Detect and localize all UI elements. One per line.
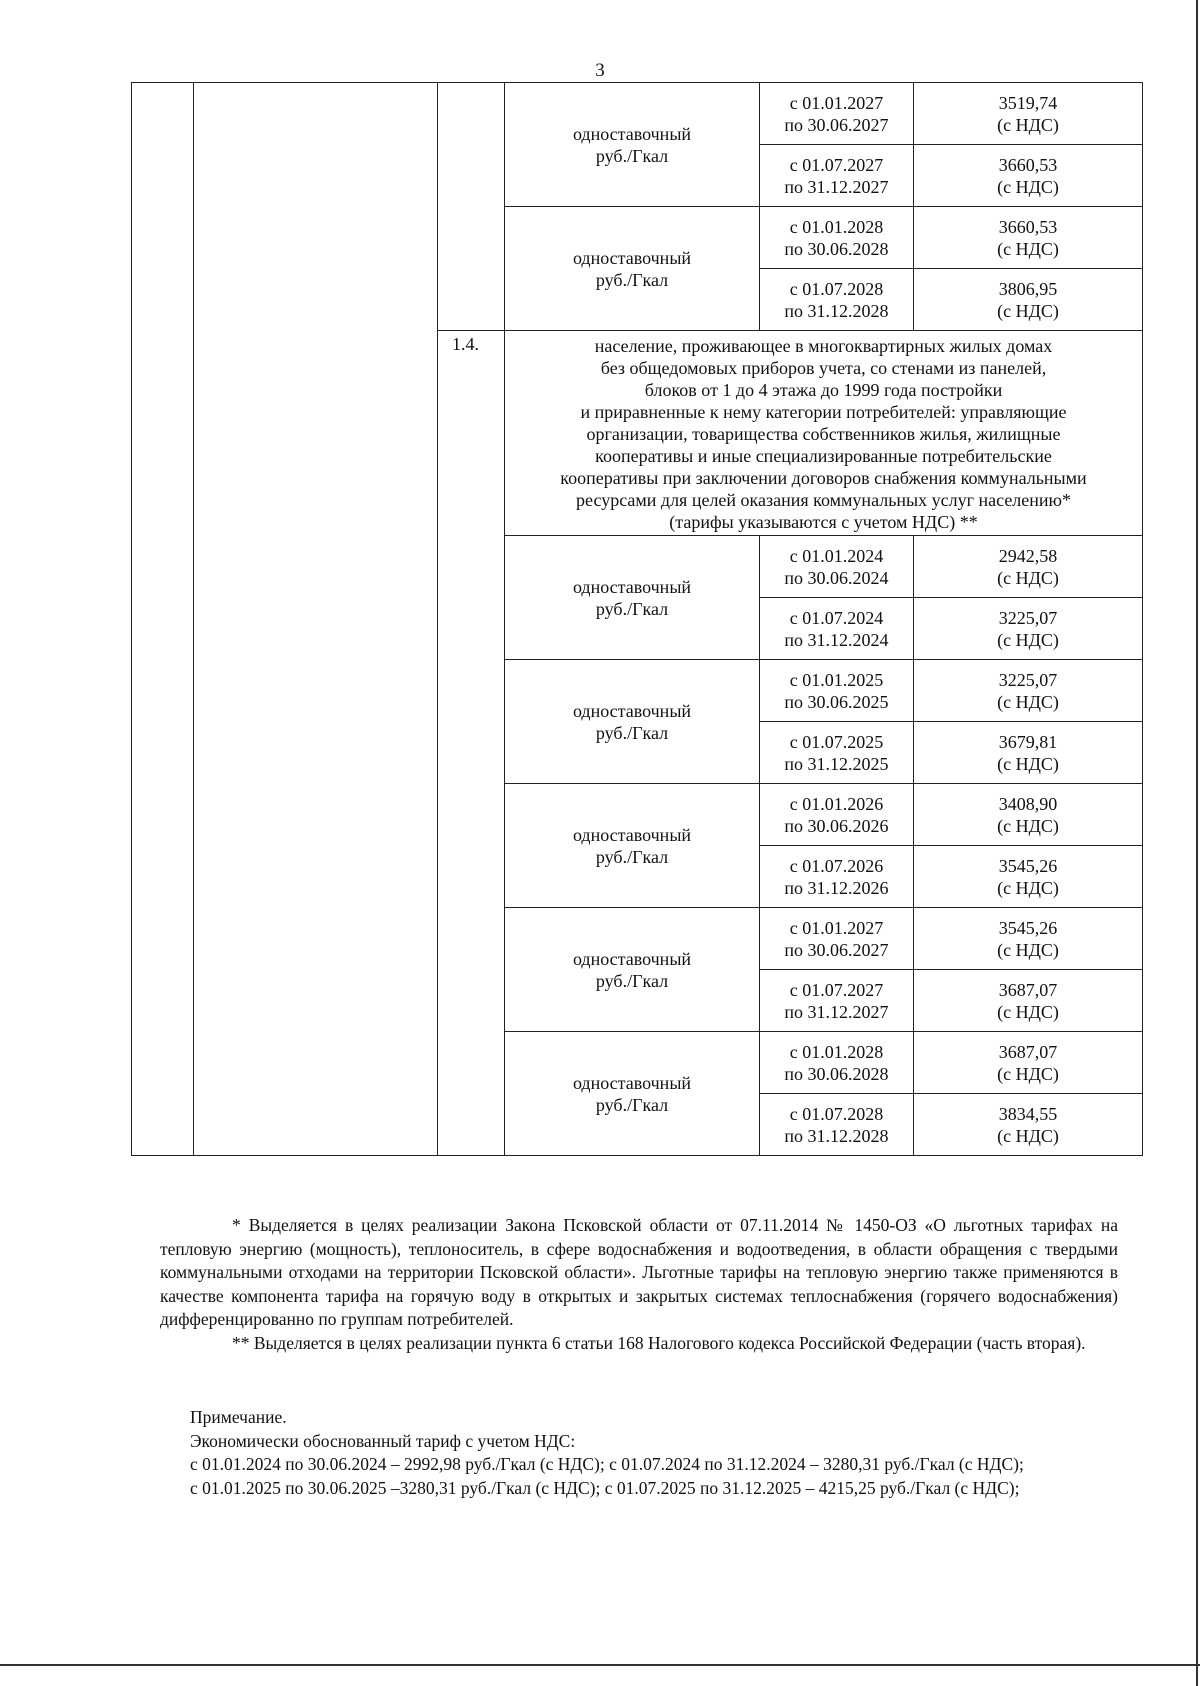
tariff-value-cell [914,846,1143,908]
description-line: блоков от 1 до 4 этажа до 1999 года постройки [644,380,1003,400]
tariff-type-cell [505,908,760,1032]
tariff-type-cell [505,83,760,207]
period-cell [760,536,914,598]
note-title: Примечание. [190,1407,287,1427]
period-to: по 30.06.2028 [784,238,889,259]
col-blank-1 [132,83,194,1156]
description-line: кооперативы и иные специализированные потребительские [595,446,1052,466]
period-to: по 31.12.2027 [784,1001,889,1022]
period-cell [760,145,914,207]
footnote-two-star: ** Выделяется в целях реализации пункта 6 статьи 168 Налогового кодекса Российской Федерации (часть вторая). [232,1332,1086,1353]
period-from: с 01.01.2027 [789,92,884,113]
tariff-value: 2942,58 [998,545,1058,566]
vat-note: (с НДС) [997,114,1059,135]
tariff-value-cell [914,660,1143,722]
period-cell [760,598,914,660]
description-line: без общедомовых приборов учета, со стенами из панелей, [600,358,1047,378]
tariff-unit: руб./Гкал [595,722,669,743]
period-from: с 01.01.2027 [789,917,884,938]
section-description [505,331,1143,536]
tariff-value-cell [914,970,1143,1032]
tariff-type-cell [505,207,760,331]
description-line: организации, товарищества собственников жилья, жилищные [586,424,1061,444]
period-cell [760,207,914,269]
vat-note: (с НДС) [997,238,1059,259]
tariff-value: 3687,07 [998,979,1058,1000]
period-to: по 31.12.2028 [784,1125,889,1146]
tariff-value-cell [914,784,1143,846]
period-to: по 30.06.2028 [784,1063,889,1084]
vat-note: (с НДС) [997,1001,1059,1022]
period-from: с 01.07.2028 [789,1103,884,1124]
tariff-value-cell [914,598,1143,660]
tariff-value: 3834,55 [998,1103,1058,1124]
period-to: по 31.12.2028 [784,300,889,321]
period-cell [760,269,914,331]
tariff-type: одноставочный [572,247,692,268]
tariff-unit: руб./Гкал [595,1094,669,1115]
vat-note: (с НДС) [997,691,1059,712]
period-to: по 31.12.2026 [784,877,889,898]
description-line: ресурсами для целей оказания коммунальных услуг населению* [576,490,1071,510]
tariff-type-cell [505,1032,760,1156]
tariff-value-cell [914,83,1143,145]
page-edge-rule-right [1196,0,1198,1686]
tariff-value-cell [914,908,1143,970]
tariff-value-cell [914,1094,1143,1156]
period-cell [760,970,914,1032]
tariff-value-cell [914,269,1143,331]
tariff-value: 3545,26 [998,855,1058,876]
period-cell [760,1032,914,1094]
period-from: с 01.01.2028 [789,1041,884,1062]
period-from: с 01.01.2025 [789,669,884,690]
tariff-value: 3687,07 [998,1041,1058,1062]
tariff-value: 3225,07 [998,607,1058,628]
period-from: с 01.07.2027 [789,154,884,175]
tariff-type-cell [505,784,760,908]
tariff-type: одноставочный [572,824,692,845]
tariff-value: 3660,53 [998,154,1058,175]
vat-note: (с НДС) [997,815,1059,836]
period-from: с 01.07.2026 [789,855,884,876]
footnotes [160,1214,1118,1355]
note-line-2025: с 01.01.2025 по 30.06.2025 –3280,31 руб./Гкал (с НДС); с 01.07.2025 по 31.12.2025 – 4215,25 руб./Гкал (с НДС); [190,1477,1020,1498]
tariff-value: 3225,07 [998,669,1058,690]
period-to: по 31.12.2027 [784,176,889,197]
tariff-unit: руб./Гкал [595,145,669,166]
period-to: по 31.12.2024 [784,629,889,650]
description-line: население, проживающее в многоквартирных жилых домах [594,336,1053,356]
period-cell [760,908,914,970]
period-to: по 30.06.2025 [784,691,889,712]
tariff-value-cell [914,1032,1143,1094]
period-cell [760,1094,914,1156]
footnote-one-star: * Выделяется в целях реализации Закона Псковской области от 07.11.2014 № 1450-ОЗ «О льготных тарифах на тепловую энергию (мощность), теплоноситель, в сфере водоснабжения и водоотведения, в области обращения с твердыми коммунальными отходами на территории Псковской области». Льготные тарифы на тепловую энергию также применяются в качестве компонента тарифа на горячую воду в открытых и закрытых системах теплоснабжения (горячего водоснабжения) дифференцированно по группам потребителей. [160,1215,1118,1329]
period-from: с 01.07.2028 [789,278,884,299]
tariff-value: 3545,26 [998,917,1058,938]
vat-note: (с НДС) [997,877,1059,898]
tariff-table [131,82,1143,1156]
tariff-type: одноставочный [572,948,692,969]
period-from: с 01.01.2024 [789,545,884,566]
note-block [160,1406,1118,1500]
vat-note: (с НДС) [997,753,1059,774]
description-line: (тарифы указываются с учетом НДС) ** [669,512,978,532]
tariff-type: одноставочный [572,123,692,144]
section-number: 1.4. [438,331,505,1156]
tariff-type: одноставочный [572,576,692,597]
period-to: по 30.06.2024 [784,567,889,588]
vat-note: (с НДС) [997,300,1059,321]
tariff-unit: руб./Гкал [595,598,669,619]
period-from: с 01.07.2025 [789,731,884,752]
description-line: кооперативы при заключении договоров снабжения коммунальными [560,468,1087,488]
tariff-value: 3519,74 [998,92,1058,113]
tariff-value-cell [914,145,1143,207]
tariff-type: одноставочный [572,700,692,721]
tariff-value: 3408,90 [998,793,1058,814]
period-to: по 30.06.2027 [784,114,889,135]
description-line: и приравненные к нему категории потребителей: управляющие [580,402,1067,422]
tariff-type-cell [505,536,760,660]
period-from: с 01.07.2024 [789,607,884,628]
period-cell [760,83,914,145]
period-from: с 01.01.2028 [789,216,884,237]
period-cell [760,722,914,784]
tariff-unit: руб./Гкал [595,269,669,290]
vat-note: (с НДС) [997,176,1059,197]
table-row [132,83,1143,145]
tariff-value: 3806,95 [998,278,1058,299]
tariff-value-cell [914,722,1143,784]
tariff-value: 3660,53 [998,216,1058,237]
tariff-unit: руб./Гкал [595,970,669,991]
period-cell [760,784,914,846]
period-cell [760,846,914,908]
vat-note: (с НДС) [997,567,1059,588]
vat-note: (с НДС) [997,939,1059,960]
col-blank-2 [194,83,438,1156]
col-blank-3 [438,83,505,331]
tariff-value-cell [914,207,1143,269]
tariff-value: 3679,81 [998,731,1058,752]
tariff-value-cell [914,536,1143,598]
vat-note: (с НДС) [997,629,1059,650]
tariff-type-cell [505,660,760,784]
vat-note: (с НДС) [997,1063,1059,1084]
period-to: по 30.06.2026 [784,815,889,836]
period-to: по 30.06.2027 [784,939,889,960]
period-from: с 01.07.2027 [789,979,884,1000]
period-cell [760,660,914,722]
page-edge-rule-bottom [0,1664,1200,1666]
period-to: по 31.12.2025 [784,753,889,774]
tariff-unit: руб./Гкал [595,846,669,867]
note-line-2024: с 01.01.2024 по 30.06.2024 – 2992,98 руб./Гкал (с НДС); с 01.07.2024 по 31.12.2024 – 3280,31 руб./Гкал (с НДС); [190,1454,1024,1474]
page-number: 3 [595,60,605,81]
tariff-type: одноставочный [572,1072,692,1093]
period-from: с 01.01.2026 [789,793,884,814]
vat-note: (с НДС) [997,1125,1059,1146]
note-subtitle: Экономически обоснованный тариф с учетом НДС: [190,1430,576,1451]
